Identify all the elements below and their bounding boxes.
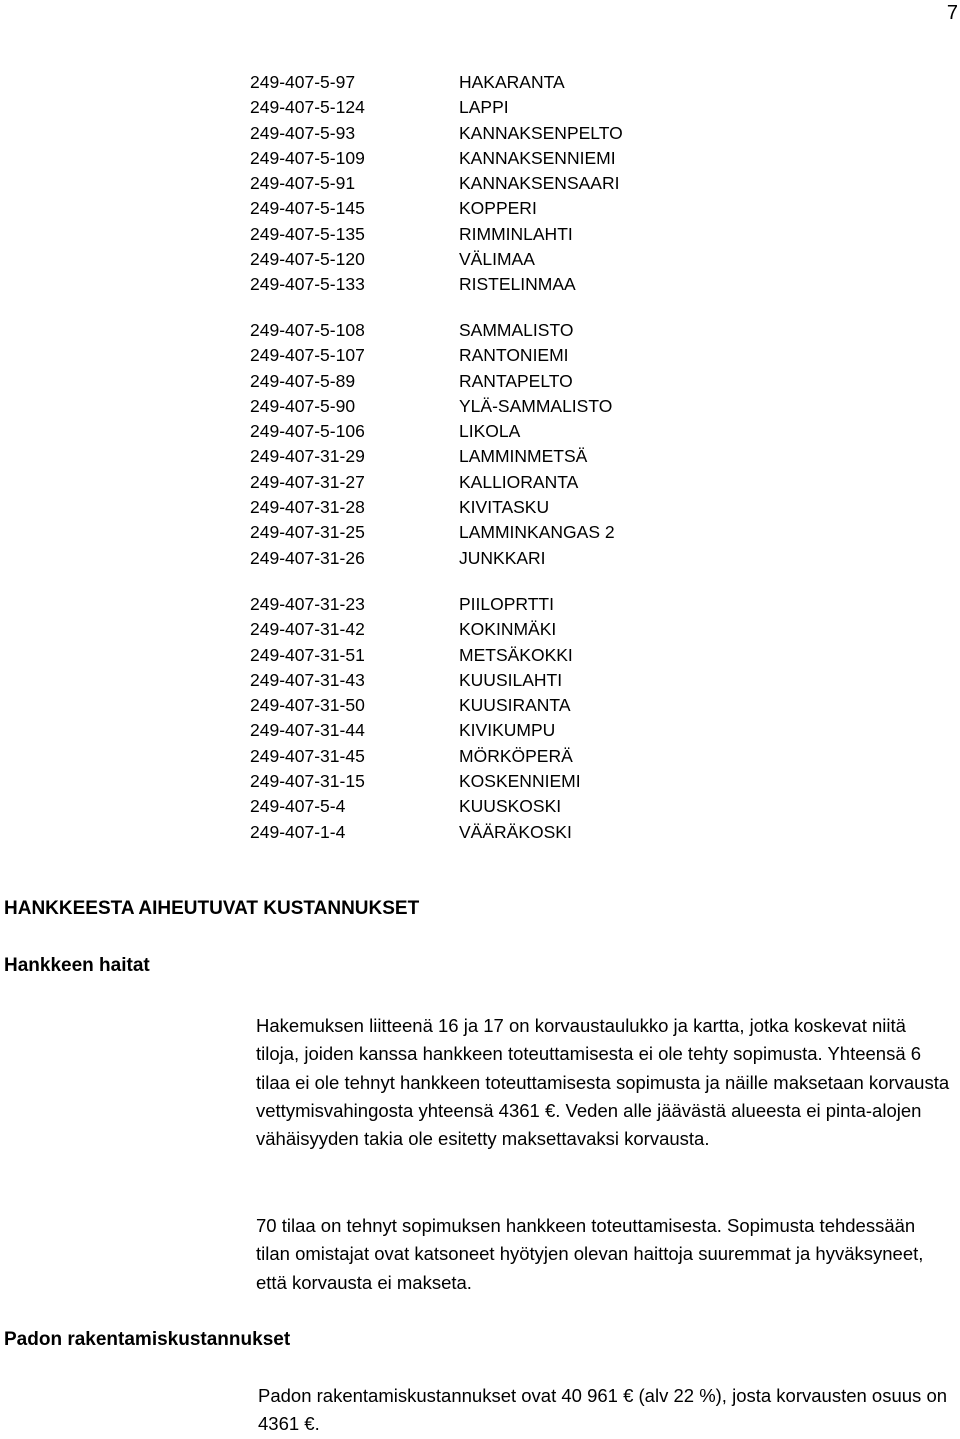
property-row <box>250 769 710 794</box>
property-id: 249-407-31-25 <box>250 522 365 543</box>
property-row <box>250 718 710 743</box>
property-id: 249-407-5-145 <box>250 198 365 219</box>
property-name: HAKARANTA <box>459 72 565 92</box>
property-id: 249-407-5-4 <box>250 796 346 817</box>
property-id: 249-407-5-109 <box>250 147 365 168</box>
property-row <box>250 171 710 196</box>
property-id: 249-407-31-15 <box>250 771 365 792</box>
property-list-block-2 <box>250 318 710 571</box>
property-name: KOPPERI <box>459 198 537 219</box>
property-row <box>250 668 710 693</box>
property-row <box>250 444 710 469</box>
property-row <box>250 272 710 297</box>
property-name: KANNAKSENSAARI <box>459 173 620 194</box>
property-name: RIMMINLAHTI <box>459 223 573 244</box>
property-name: METSÄKOKKI <box>459 644 573 665</box>
property-name: KUUSKOSKI <box>459 796 562 817</box>
property-row <box>250 394 710 419</box>
property-id: 249-407-31-50 <box>250 695 365 716</box>
property-name: KALLIORANTA <box>459 471 579 492</box>
property-row <box>250 222 710 247</box>
property-row <box>250 617 710 642</box>
property-name: KUUSIRANTA <box>459 695 571 716</box>
property-id: 249-407-31-27 <box>250 471 365 492</box>
section-heading: HANKKEESTA AIHEUTUVAT KUSTANNUKSET <box>4 898 420 919</box>
property-name: LAPPI <box>459 97 509 118</box>
property-id: 249-407-5-97 <box>250 72 356 92</box>
property-row <box>250 247 710 272</box>
property-name: KOKINMÄKI <box>459 619 557 640</box>
property-row <box>250 196 710 221</box>
property-row <box>250 470 710 495</box>
property-name: RANTONIEMI <box>459 345 569 366</box>
property-id: 249-407-5-108 <box>250 320 365 340</box>
property-name: LIKOLA <box>459 421 521 442</box>
property-list-block-3 <box>250 592 710 845</box>
property-row <box>250 546 710 571</box>
property-row <box>250 70 710 95</box>
property-id: 249-407-31-23 <box>250 594 365 614</box>
paragraph-rakentamiskustannukset: Padon rakentamiskustannukset ovat 40 961 € (alv 22 %), josta korvausten osuus on 4361 €. <box>258 1385 948 1435</box>
property-id: 249-407-31-26 <box>250 547 365 568</box>
property-id: 249-407-5-135 <box>250 223 365 244</box>
property-name: SAMMALISTO <box>459 320 574 340</box>
property-row <box>250 693 710 718</box>
property-id: 249-407-31-44 <box>250 720 365 741</box>
property-id: 249-407-31-42 <box>250 619 365 640</box>
property-row <box>250 318 710 343</box>
property-row <box>250 592 710 617</box>
property-name: KUUSILAHTI <box>459 669 563 690</box>
property-id: 249-407-1-4 <box>250 821 346 842</box>
property-id: 249-407-5-90 <box>250 395 356 416</box>
property-id: 249-407-31-28 <box>250 497 365 518</box>
property-row <box>250 820 710 845</box>
property-row <box>250 520 710 545</box>
property-row <box>250 419 710 444</box>
property-id: 249-407-5-124 <box>250 97 365 118</box>
property-row <box>250 495 710 520</box>
property-name: RANTAPELTO <box>459 370 573 391</box>
property-name: PIILOPRTTI <box>459 594 554 614</box>
property-row <box>250 146 710 171</box>
property-list-block-1 <box>250 70 710 298</box>
property-id: 249-407-5-120 <box>250 249 365 270</box>
property-row <box>250 95 710 120</box>
property-id: 249-407-5-107 <box>250 345 365 366</box>
property-name: LAMMINMETSÄ <box>459 446 588 467</box>
property-name: JUNKKARI <box>459 547 546 568</box>
paragraph-haitat-1: Hakemuksen liitteenä 16 ja 17 on korvaustaulukko ja kartta, jotka koskevat niitä tiloja, joiden kanssa hankkeen toteuttamisesta ei ole tehty sopimusta. Yhteensä 6 tilaa ei ole tehnyt hankkeen toteuttamisesta sopimusta ja näille maksetaan korvausta vettymisvahingosta yhteensä 4361 €. Veden alle jäävästä alueesta ei pinta-alojen vähäisyyden takia ole esitetty maksettavaksi korvausta. <box>256 1015 950 1150</box>
property-name: LAMMINKANGAS 2 <box>459 522 615 543</box>
property-row <box>250 343 710 368</box>
property-name: RISTELINMAA <box>459 274 576 295</box>
page-number: 7 <box>946 2 958 24</box>
property-name: VÄÄRÄKOSKI <box>459 821 572 842</box>
property-id: 249-407-31-29 <box>250 446 365 467</box>
property-id: 249-407-5-106 <box>250 421 365 442</box>
property-id: 249-407-5-133 <box>250 274 365 295</box>
property-id: 249-407-5-93 <box>250 122 356 143</box>
subheading-haitat: Hankkeen haitat <box>4 955 150 976</box>
property-name: YLÄ-SAMMALISTO <box>459 395 613 416</box>
property-name: KANNAKSENNIEMI <box>459 147 616 168</box>
subheading-rakentamiskustannukset: Padon rakentamiskustannukset <box>4 1329 291 1350</box>
property-id: 249-407-31-51 <box>250 644 365 665</box>
property-name: KIVIKUMPU <box>459 720 556 741</box>
property-name: VÄLIMAA <box>459 249 535 270</box>
property-row <box>250 643 710 668</box>
property-row <box>250 369 710 394</box>
property-name: KOSKENNIEMI <box>459 771 581 792</box>
property-id: 249-407-5-91 <box>250 173 356 194</box>
property-name: KANNAKSENPELTO <box>459 122 623 143</box>
property-id: 249-407-5-89 <box>250 370 356 391</box>
paragraph-haitat-2: 70 tilaa on tehnyt sopimuksen hankkeen toteuttamisesta. Sopimusta tehdessään tilan omistajat ovat katsoneet hyötyjen olevan haittoja suuremmat ja hyväksyneet, että korvausta ei makseta. <box>256 1215 924 1293</box>
property-name: MÖRKÖPERÄ <box>459 745 573 766</box>
property-id: 249-407-31-45 <box>250 745 365 766</box>
property-row <box>250 121 710 146</box>
property-row <box>250 744 710 769</box>
property-name: KIVITASKU <box>459 497 550 518</box>
property-row <box>250 794 710 819</box>
property-id: 249-407-31-43 <box>250 669 365 690</box>
